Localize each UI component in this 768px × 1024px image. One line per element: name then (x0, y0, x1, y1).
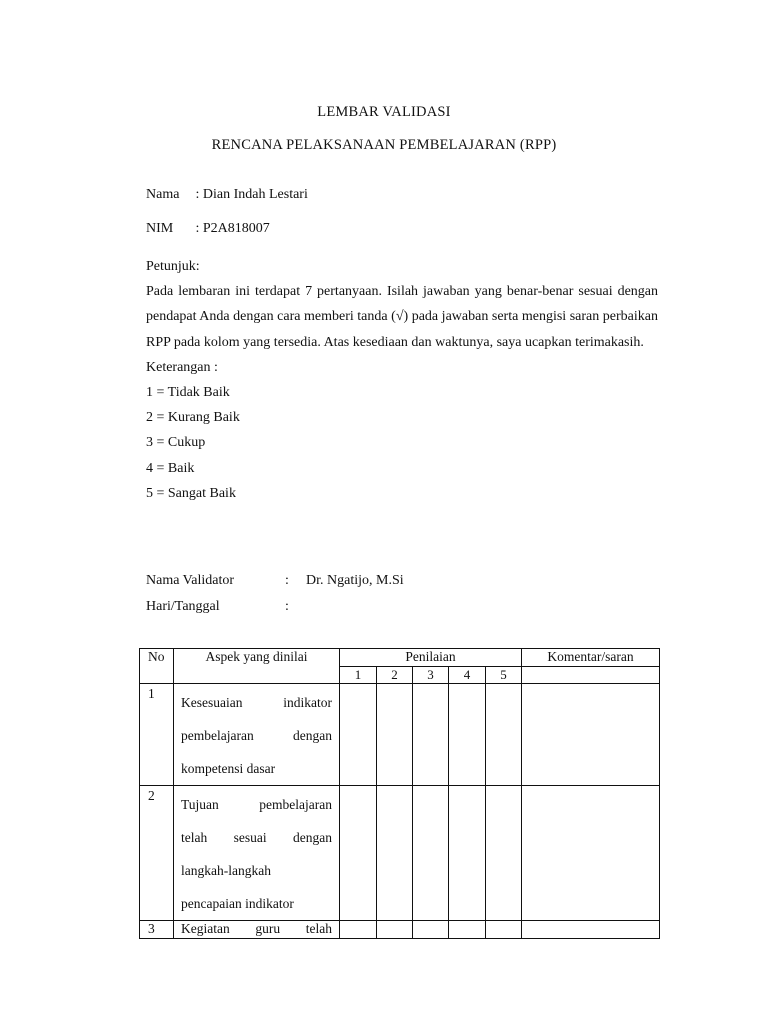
validator-name-colon: : (285, 573, 289, 588)
score-level: 5 (486, 667, 522, 684)
comment-cell[interactable] (522, 786, 660, 921)
header-aspect: Aspek yang dinilai (174, 649, 340, 684)
table-row (140, 921, 660, 939)
score-cell[interactable] (377, 921, 413, 939)
instructions-body: Pada lembaran ini terdapat 7 pertanyaan. Isilah jawaban yang benar-benar sesuai dengan pendapat Anda dengan cara memberi tanda (√) pada jawaban serta mengisi saran perbaikan RPP pada kolom yang tersedia. Atas kesediaan dan waktunya, saya ucapkan terimakasih. (146, 284, 658, 350)
score-cell[interactable] (449, 684, 486, 786)
aspect-line: Kesesuaian indikator (181, 695, 332, 710)
nim-value: : P2A818007 (195, 221, 270, 236)
row-aspect (174, 786, 340, 921)
legend-item: 5 = Sangat Baik (146, 485, 236, 501)
name-field (146, 187, 308, 203)
score-level: 2 (377, 667, 413, 684)
table-row (140, 786, 660, 921)
row-number: 3 (140, 921, 174, 939)
aspect-line: pembelajaran dengan (181, 728, 332, 743)
assessment-table (139, 648, 660, 939)
comment-subheader-empty (522, 667, 660, 684)
header-comment: Komentar/saran (522, 649, 660, 667)
row-aspect (174, 684, 340, 786)
nim-field (146, 221, 270, 237)
score-cell[interactable] (486, 786, 522, 921)
comment-cell[interactable] (522, 684, 660, 786)
nim-label: NIM (146, 221, 174, 236)
legend-item: 2 = Kurang Baik (146, 410, 240, 426)
aspect-line: Tujuan pembelajaran (181, 797, 332, 812)
instructions-heading: Petunjuk: (146, 259, 200, 274)
legend-item: 1 = Tidak Baik (146, 385, 230, 401)
aspect-line: langkah-langkah (181, 863, 271, 878)
score-cell[interactable] (340, 684, 377, 786)
row-number: 1 (140, 684, 174, 786)
validator-name-label: Nama Validator (146, 573, 234, 588)
row-aspect (174, 921, 340, 939)
score-cell[interactable] (377, 786, 413, 921)
document-subtitle: RENCANA PELAKSANAAN PEMBELAJARAN (RPP) (211, 137, 557, 153)
name-value: : Dian Indah Lestari (195, 187, 308, 202)
document-title: LEMBAR VALIDASI (317, 104, 451, 120)
aspect-line: telah sesuai dengan (181, 830, 332, 845)
instructions-block (146, 254, 658, 506)
legend-item: 3 = Cukup (146, 435, 206, 451)
legend-heading: Keterangan : (146, 359, 218, 375)
score-cell[interactable] (486, 921, 522, 939)
score-level: 4 (449, 667, 486, 684)
score-level: 3 (413, 667, 449, 684)
table-row (140, 684, 660, 786)
aspect-line: pencapaian indikator (181, 896, 294, 911)
header-score: Penilaian (340, 649, 522, 667)
score-level: 1 (340, 667, 377, 684)
validator-date-colon: : (285, 599, 289, 614)
row-number: 2 (140, 786, 174, 921)
name-label: Nama (146, 187, 180, 202)
aspect-line: Kegiatan guru telah (181, 921, 332, 936)
score-cell[interactable] (413, 921, 449, 939)
score-cell[interactable] (449, 786, 486, 921)
score-cell[interactable] (413, 786, 449, 921)
score-cell[interactable] (340, 921, 377, 939)
validator-name-value: Dr. Ngatijo, M.Si (306, 573, 404, 588)
score-cell[interactable] (413, 684, 449, 786)
header-no: No (140, 649, 174, 684)
score-cell[interactable] (377, 684, 413, 786)
comment-cell[interactable] (522, 921, 660, 939)
score-cell[interactable] (449, 921, 486, 939)
score-cell[interactable] (340, 786, 377, 921)
header-row (140, 649, 660, 667)
legend-list (146, 380, 658, 506)
aspect-line: kompetensi dasar (181, 761, 276, 776)
legend-item: 4 = Baik (146, 460, 195, 476)
score-cell[interactable] (486, 684, 522, 786)
validator-date-label: Hari/Tanggal (146, 599, 220, 614)
